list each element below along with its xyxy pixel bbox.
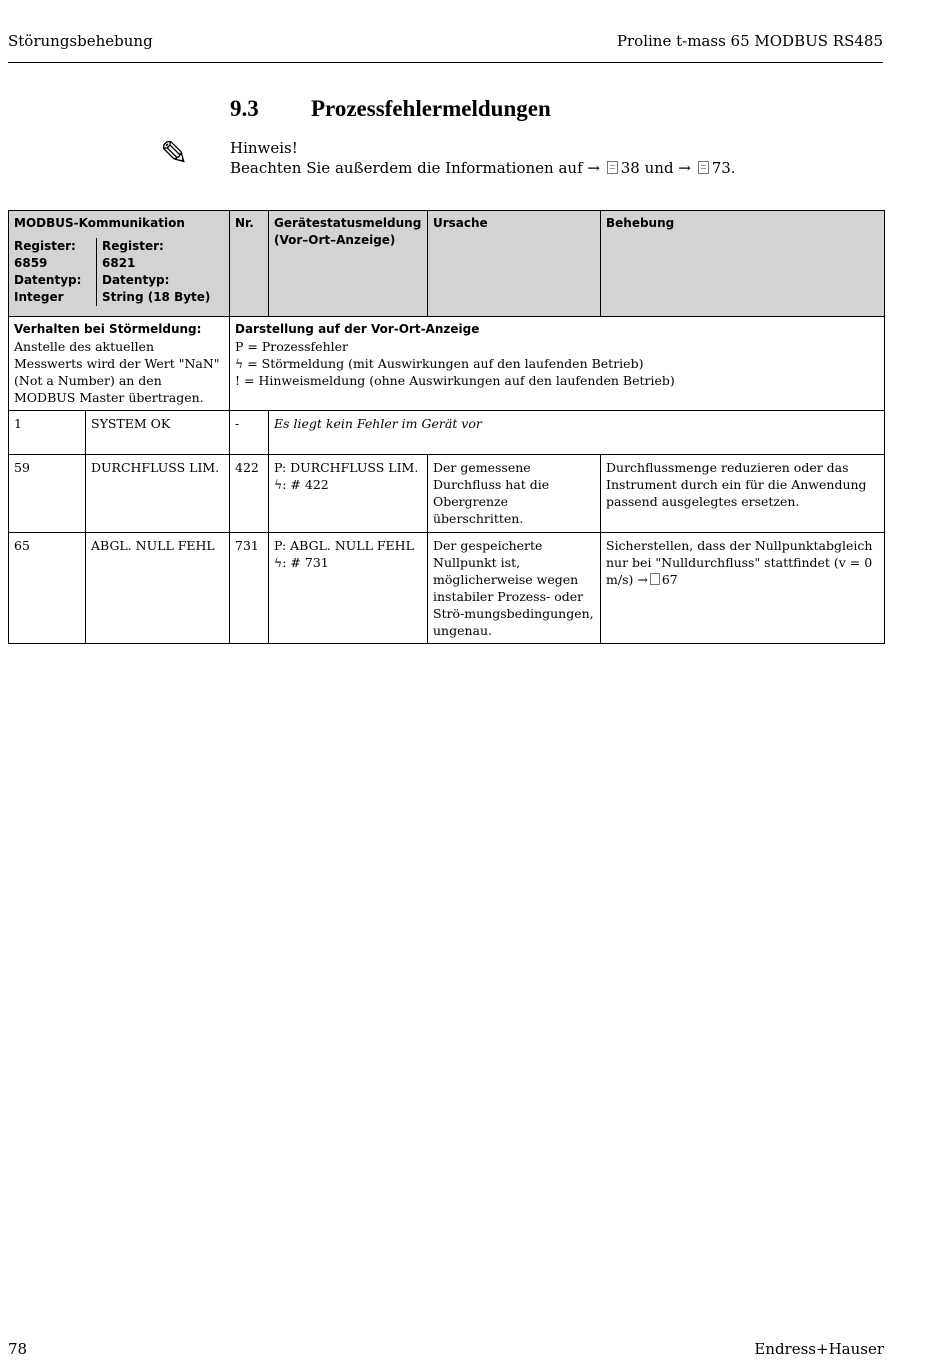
arrow-icon: →: [587, 159, 600, 177]
header-modbus-cell: [9, 211, 230, 317]
info-right-cell: [230, 317, 885, 411]
register-label: Register:: [14, 239, 76, 253]
datatype-label: Datentyp:: [14, 273, 82, 287]
row-behebung-text: Sicherstellen, dass der Nullpunktabgleich nur bei "Nulldurchfluss" stattfindet (v = 0 m/s): [606, 538, 873, 587]
info-left-text: Anstelle des aktuellen Messwerts wird der Wert "NaN" (Not a Number) an den MODBUS Master übertragen.: [14, 339, 220, 405]
row-status-line2: ϟ: # 731: [274, 555, 329, 570]
row-status-line2: ϟ: # 422: [274, 477, 329, 492]
register-value: 6859: [14, 256, 48, 270]
row-status-line1: P: DURCHFLUSS LIM.: [274, 460, 419, 475]
header-product-title: Proline t-mass 65 MODBUS RS485: [616, 32, 883, 50]
header-ursache: Ursache: [428, 211, 601, 317]
row-status: [269, 455, 428, 533]
info-left-title: Verhalten bei Störmeldung:: [14, 322, 202, 336]
note-and: und: [644, 159, 674, 177]
row-ursache: Der gespeicherte Nullpunkt ist, möglicherweise wegen instabiler Prozess- oder Strö-mungsbedingungen, ungenau.: [428, 533, 601, 644]
datatype-value: String (18 Byte): [102, 290, 211, 304]
table-row: [9, 533, 885, 644]
page-number: 78: [8, 1340, 28, 1358]
info-right-title: Darstellung auf der Vor-Ort-Anzeige: [235, 322, 480, 336]
row-status: Es liegt kein Fehler im Gerät vor: [269, 411, 885, 455]
table-row: [9, 455, 885, 533]
section-title: Prozessfehlermeldungen: [311, 96, 551, 121]
row-status-line1: P: ABGL. NULL FEHL: [274, 538, 414, 553]
row-code: 59: [9, 455, 86, 533]
table-header-row: [9, 211, 885, 317]
row-name: ABGL. NULL FEHL: [86, 533, 230, 644]
footer-brand: Endress+Hauser: [754, 1340, 884, 1358]
document-icon: [698, 161, 709, 174]
row-status: [269, 533, 428, 644]
note-ref-2[interactable]: 73.: [711, 159, 736, 177]
register-col-b: [96, 238, 229, 306]
header-section-title: Störungsbehebung: [8, 32, 153, 50]
note-label: Hinweis!: [230, 139, 298, 157]
arrow-icon: →: [678, 159, 691, 177]
header-nr: Nr.: [230, 211, 269, 317]
row-nr: 422: [230, 455, 269, 533]
page-header: [8, 32, 883, 63]
pencil-icon: ✎: [160, 134, 189, 174]
document-icon: [607, 161, 618, 174]
header-status: [269, 211, 428, 317]
row-behebung: [601, 533, 885, 644]
datatype-value: Integer: [14, 290, 64, 304]
register-label: Register:: [102, 239, 164, 253]
header-modbus-title: MODBUS-Kommunikation: [14, 216, 185, 230]
legend-line-fault: ϟ = Störmeldung (mit Auswirkungen auf den laufenden Betrieb): [235, 356, 644, 371]
section-number: 9.3: [230, 96, 259, 121]
legend-line-notice: ! = Hinweismeldung (ohne Auswirkungen auf den laufenden Betrieb): [235, 373, 675, 388]
info-row: [9, 317, 885, 411]
note-text-before: Beachten Sie außerdem die Informationen auf: [230, 159, 583, 177]
row-ursache: Der gemessene Durchfluss hat die Obergrenze überschritten.: [428, 455, 601, 533]
document-icon: [650, 573, 660, 585]
table-row: [9, 411, 885, 455]
register-columns: [9, 238, 229, 306]
register-col-a: [9, 238, 96, 306]
row-code: 65: [9, 533, 86, 644]
row-behebung: Durchflussmenge reduzieren oder das Instrument durch ein für die Anwendung passend ausgelegtes ersetzen.: [601, 455, 885, 533]
row-nr: -: [230, 411, 269, 455]
header-status-line2: (Vor–Ort–Anzeige): [274, 233, 396, 247]
note-block: [230, 138, 736, 178]
row-code: 1: [9, 411, 86, 455]
note-ref-1[interactable]: 38: [620, 159, 640, 177]
row-nr: 731: [230, 533, 269, 644]
legend-line-p: P = Prozessfehler: [235, 339, 349, 354]
row-name: DURCHFLUSS LIM.: [86, 455, 230, 533]
process-error-table: [8, 210, 885, 644]
note-text: [230, 158, 736, 178]
header-behebung: Behebung: [601, 211, 885, 317]
register-value: 6821: [102, 256, 136, 270]
page-ref[interactable]: 67: [661, 572, 678, 587]
info-left-cell: [9, 317, 230, 411]
header-status-line1: Gerätestatusmeldung: [274, 216, 422, 230]
row-name: SYSTEM OK: [86, 411, 230, 455]
arrow-icon: →: [637, 572, 648, 587]
datatype-label: Datentyp:: [102, 273, 170, 287]
